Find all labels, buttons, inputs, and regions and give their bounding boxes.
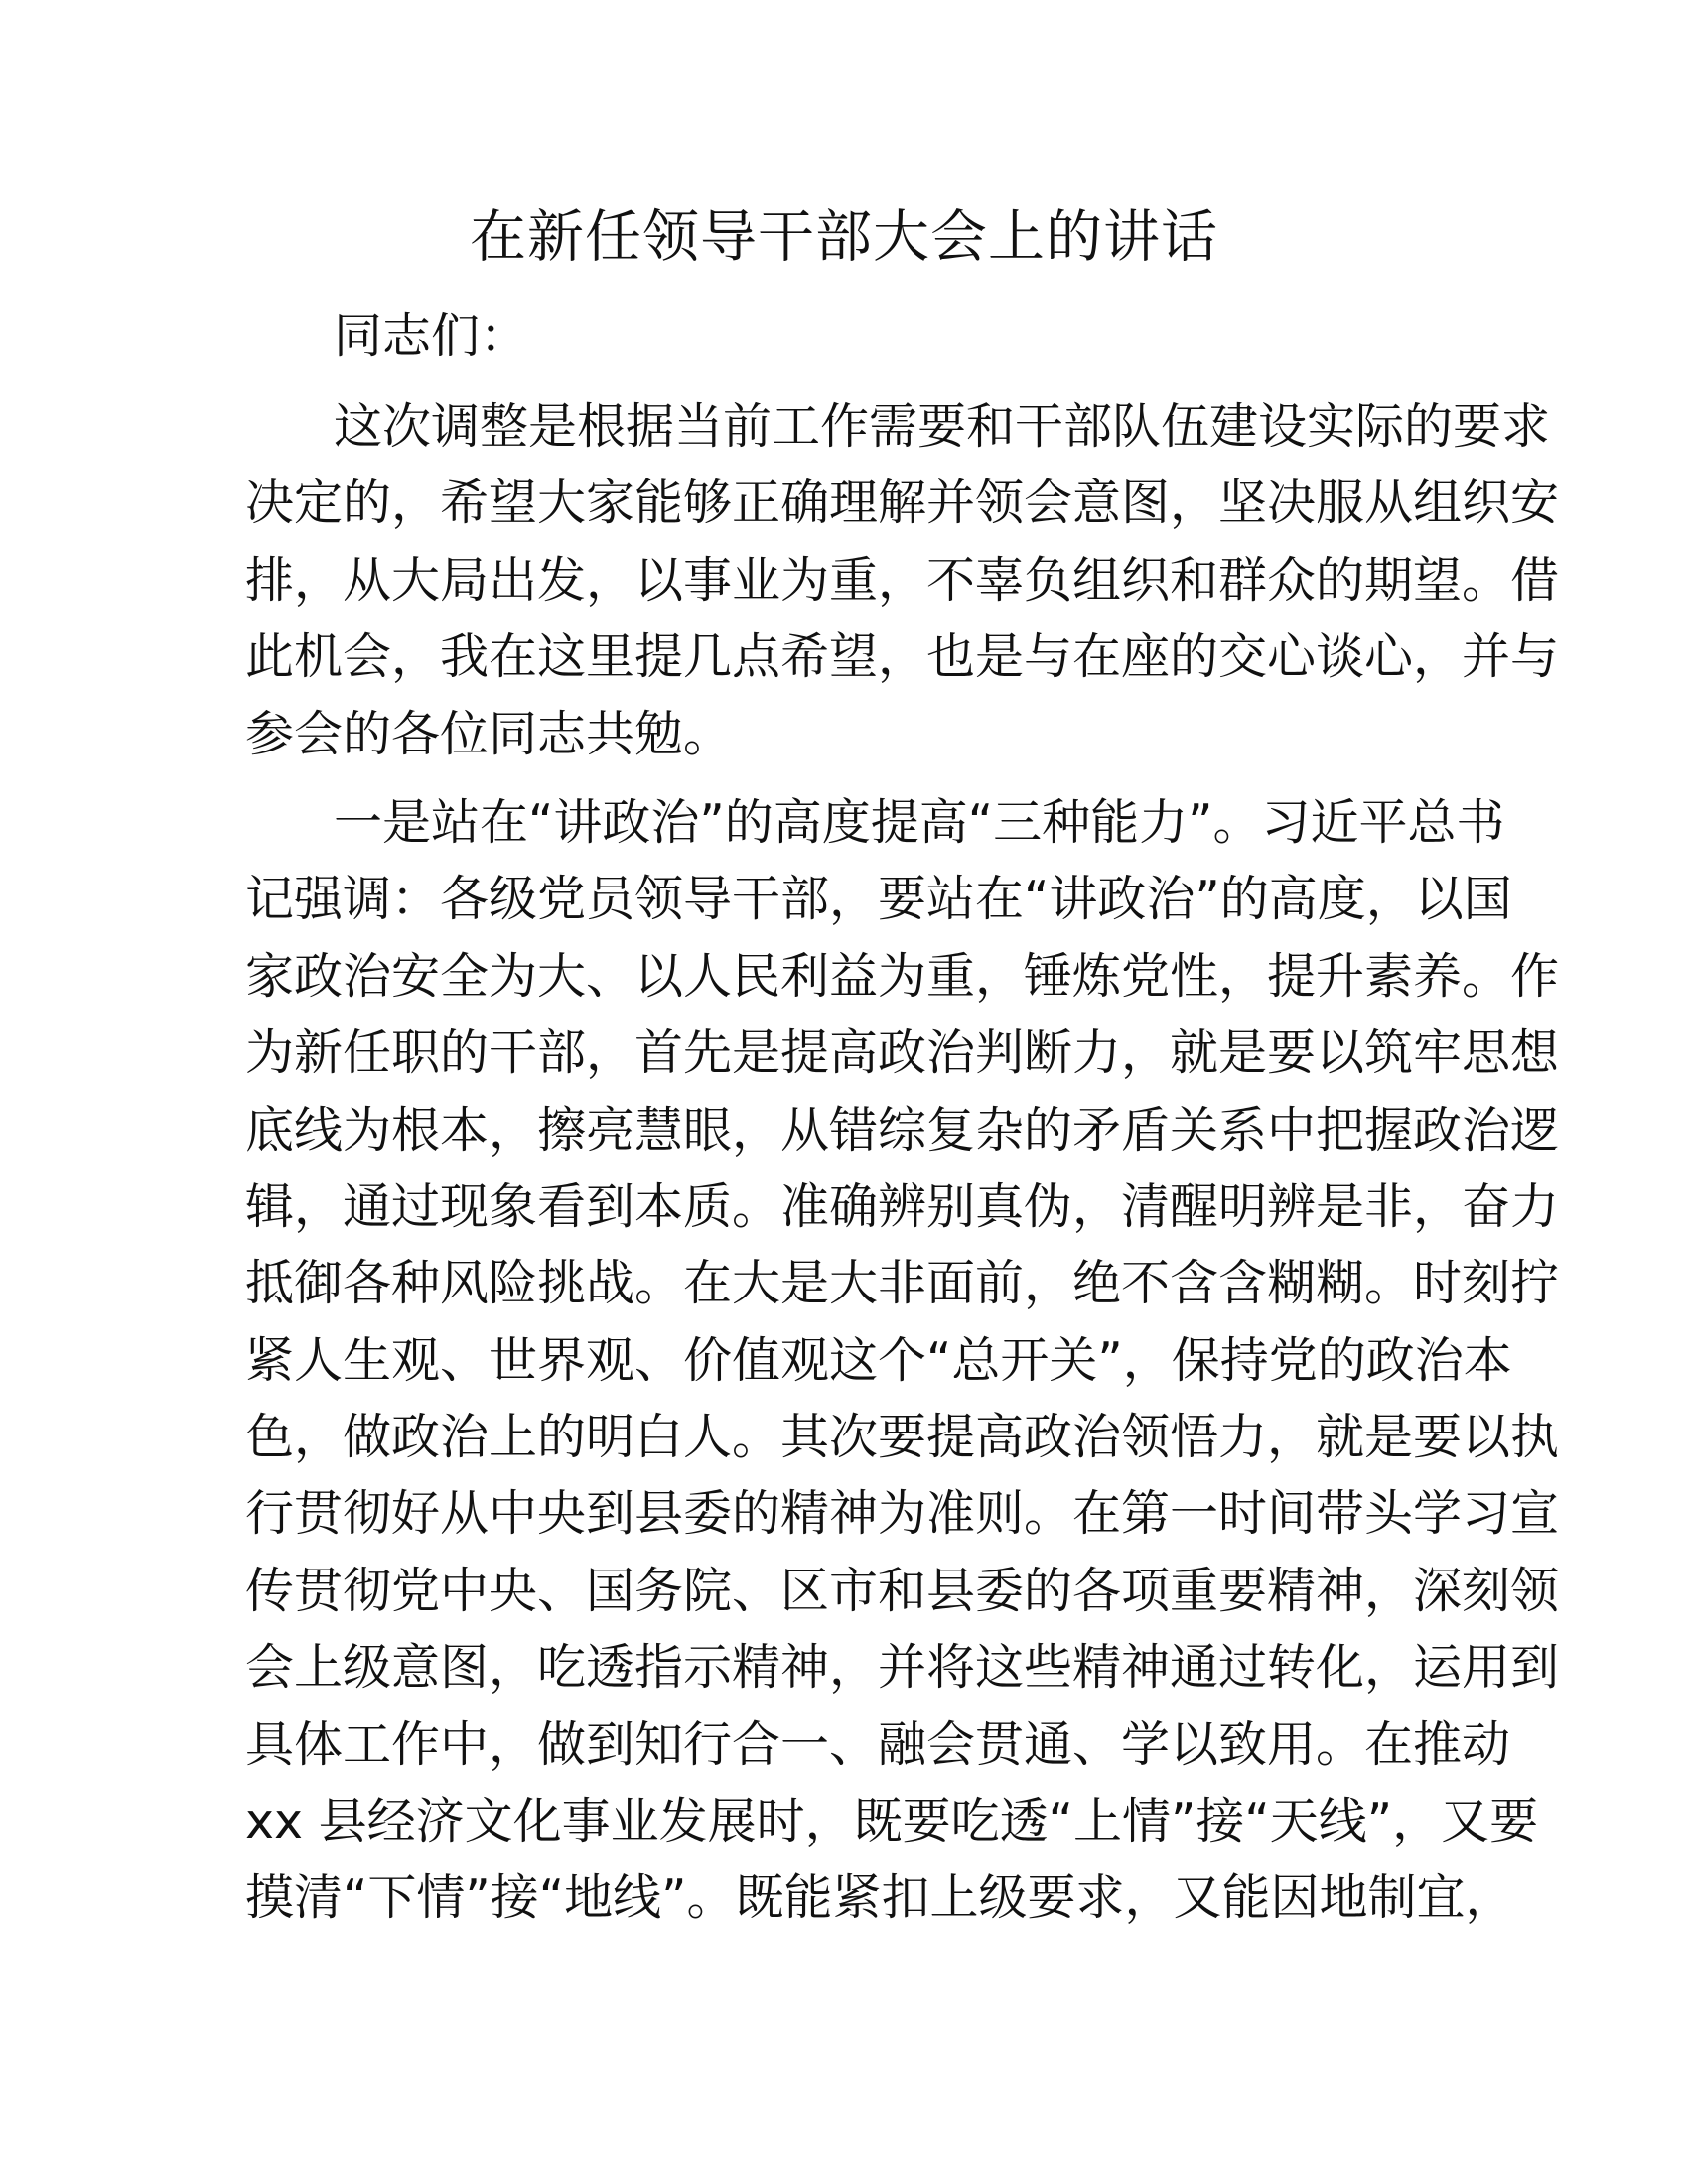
text-line: 一是站在“讲政治”的高度提高“三种能力”。习近平总书	[334, 793, 1505, 851]
text-line: 决定的，希望大家能够正确理解并领会意图，坚决服从组织安	[245, 475, 1560, 532]
text-line: 辑，通过现象看到本质。准确辨别真伪，清醒明辨是非，奋力	[245, 1177, 1560, 1235]
text-line: 抵御各种风险挑战。在大是大非面前，绝不含含糊糊。时刻拧	[245, 1255, 1560, 1312]
text-line: 行贯彻好从中央到县委的精神为准则。在第一时间带头学习宣	[245, 1485, 1560, 1543]
text-line: 摸清“下情”接“地线”。既能紧扣上级要求，又能因地制宜，	[245, 1869, 1514, 1927]
text-line: 记强调：各级党员领导干部，要站在“讲政治”的高度，以国	[245, 871, 1512, 928]
text-line: 具体工作中，做到知行合一、融会贯通、学以致用。在推动	[245, 1715, 1511, 1773]
text-line: 为新任职的干部，首先是提高政治判断力，就是要以筑牢思想	[245, 1024, 1560, 1082]
text-line: 参会的各位同志共勉。	[245, 705, 733, 762]
text-line: 传贯彻党中央、国务院、区市和县委的各项重要精神，深刻领	[245, 1562, 1560, 1619]
text-line: 紧人生观、世界观、价值观这个“总开关”，保持党的政治本	[245, 1331, 1512, 1389]
paragraph	[245, 784, 1560, 1937]
text-line: 此机会，我在这里提几点希望，也是与在座的交心谈心，并与	[245, 628, 1560, 686]
text-line: 底线为根本，擦亮慧眼，从错综复杂的矛盾关系中把握政治逻	[245, 1101, 1560, 1159]
greeting: 同志们：	[334, 308, 529, 364]
text-line: 色，做政治上的明白人。其次要提高政治领悟力，就是要以执	[245, 1409, 1560, 1466]
text-line: 排，从大局出发，以事业为重，不辜负组织和群众的期望。借	[245, 551, 1560, 609]
text-line: 会上级意图，吃透指示精神，并将这些精神通过转化，运用到	[245, 1639, 1560, 1697]
text-line: 这次调整是根据当前工作需要和干部队伍建设实际的要求	[334, 398, 1551, 455]
paragraph	[245, 388, 1560, 772]
text-line: xx 县经济文化事业发展时，既要吃透“上情”接“天线”，又要	[245, 1793, 1539, 1850]
document-body	[245, 388, 1560, 1949]
document-title: 在新任领导干部大会上的讲话	[470, 205, 1218, 270]
text-line: 家政治安全为大、以人民利益为重，锤炼党性，提升素养。作	[245, 947, 1560, 1005]
